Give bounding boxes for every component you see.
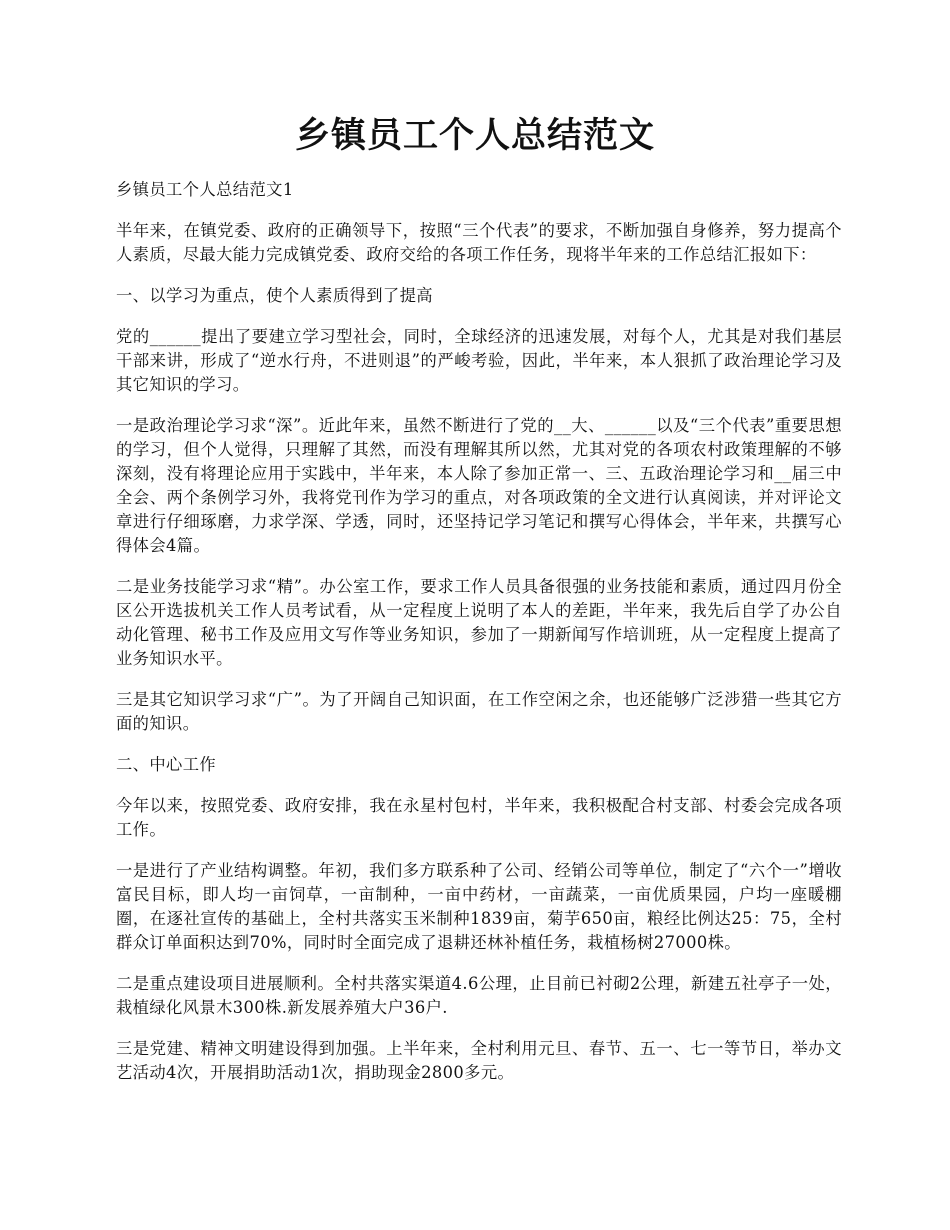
- paragraph-subtitle: 乡镇员工个人总结范文1: [116, 180, 294, 199]
- paragraph-other-knowledge: 三是其它知识学习求“广”。为了开阔自己知识面，在工作空闲之余，也还能够广泛涉猎一些其它方面的知识。: [116, 690, 842, 733]
- document-body: [116, 178, 842, 1102]
- section-heading-central-work: 二、中心工作: [116, 755, 217, 774]
- paragraph-party-building: 三是党建、精神文明建设得到加强。上半年来，全村利用元旦、春节、五一、七一等节日，举办文艺活动4次，开展捐助活动1次，捐助现金2800多元。: [116, 1039, 842, 1082]
- paragraph-intro: 半年来，在镇党委、政府的正确领导下，按照“三个代表”的要求，不断加强自身修养，努力提高个人素质，尽最大能力完成镇党委、政府交给的各项工作任务，现将半年来的工作总结汇报如下：: [116, 221, 842, 264]
- paragraph-business-skills: 二是业务技能学习求“精”。办公室工作，要求工作人员具备很强的业务技能和素质，通过四月份全区公开选拔机关工作人员考试看，从一定程度上说明了本人的差距，半年来，我先后自学了办公自动化管理、秘书工作及应用文写作等业务知识，参加了一期新闻写作培训班，从一定程度上提高了业务知识水平。: [116, 577, 842, 668]
- paragraph-central-work-intro: 今年以来，按照党委、政府安排，我在永星村包村，半年来，我积极配合村支部、村委会完成各项工作。: [116, 796, 842, 839]
- paragraph-study-overview: 党的______提出了要建立学习型社会，同时，全球经济的迅速发展，对每个人，尤其是对我们基层干部来讲，形成了“逆水行舟，不进则退”的严峻考验，因此，半年来，本人狠抓了政治理论学习及其它知识的学习。: [116, 327, 842, 394]
- paragraph-key-projects: 二是重点建设项目进展顺利。全村共落实渠道4.6公理，止目前已衬砌2公理，新建五社亭子一处，栽植绿化风景木300株.新发展养殖大户36户.: [116, 974, 842, 1017]
- section-heading-study: 一、以学习为重点，使个人素质得到了提高: [116, 286, 433, 305]
- paragraph-industry-adjustment: 一是进行了产业结构调整。年初，我们多方联系种了公司、经销公司等单位，制定了“六个一”增收富民目标，即人均一亩饲草，一亩制种，一亩中药材，一亩蔬菜，一亩优质果园，户均一座暖棚圈，在逐社宣传的基础上，全村共落实玉米制种1839亩，菊芋650亩，粮经比例达25：75，全村群众订单面积达到70%，同时时全面完成了退耕还林补植任务，栽植杨树27000株。: [116, 861, 842, 952]
- paragraph-political-theory: 一是政治理论学习求“深”。近此年来，虽然不断进行了党的__大、______以及“三个代表”重要思想的学习，但个人觉得，只理解了其然，而没有理解其所以然，尤其对党的各项农村政策理解的不够深刻，没有将理论应用于实践中，半年来，本人除了参加正常一、三、五政治理论学习和__届三中全会、两个条例学习外，我将党刊作为学习的重点，对各项政策的全文进行认真阅读，并对评论文章进行仔细琢磨，力求学深、学透，同时，还坚持记学习笔记和撰写心得体会，半年来，共撰写心得体会4篇。: [116, 416, 842, 555]
- document-title: 乡镇员工个人总结范文: [294, 115, 655, 156]
